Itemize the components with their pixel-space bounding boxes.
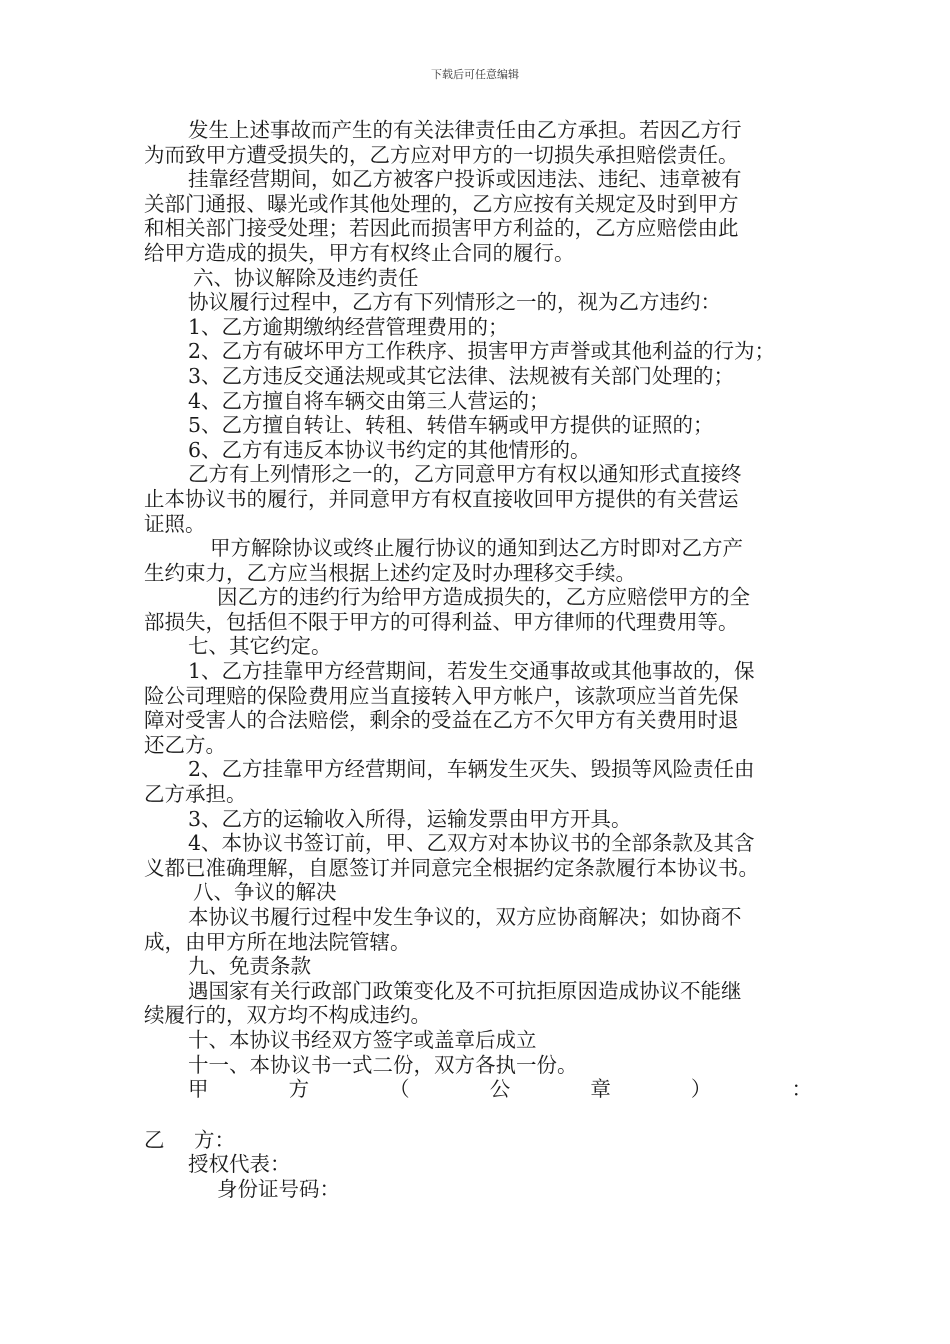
text-line: 证照。 [144, 511, 206, 536]
blank-line [144, 1102, 812, 1128]
text-line: 6、乙方有违反本协议书约定的其他情形的。 [188, 437, 591, 462]
text-line: 七、其它约定。 [188, 634, 332, 659]
text-line: 六、协议解除及违约责任 [193, 265, 419, 290]
text-line: 十、本协议书经双方签字或盖章后成立 [188, 1027, 537, 1052]
sig-char: 方 [288, 1077, 310, 1102]
text-line: 还乙方。 [144, 732, 226, 757]
document-body [144, 118, 812, 1202]
text-line: 乙方承担。 [144, 782, 247, 807]
text-line: 2、乙方有破坏甲方工作秩序、损害甲方声誉或其他利益的行为； [188, 339, 776, 364]
sig-char: ： [791, 1077, 812, 1102]
text-line: 4、乙方擅自将车辆交由第三人营运的； [188, 388, 550, 413]
text-line: 义都已准确理解，自愿签订并同意完全根据约定条款履行本协议书。 [144, 855, 759, 880]
party-a-signature-line [144, 1077, 812, 1102]
text-line: 3、乙方违反交通法规或其它法律、法规被有关部门处理的； [188, 363, 735, 388]
page-header: 下载后可任意编辑 [431, 68, 519, 81]
text-line: 为而致甲方遭受损失的，乙方应对甲方的一切损失承担赔偿责任。 [144, 142, 739, 167]
text-line: 止本协议书的履行，并同意甲方有权直接收回甲方提供的有关营运 [144, 486, 739, 511]
text-line: 发生上述事故而产生的有关法律责任由乙方承担。若因乙方行 [188, 118, 742, 142]
text-line: 因乙方的违约行为给甲方造成损失的，乙方应赔偿甲方的全 [217, 585, 750, 610]
sig-char: 公 [489, 1077, 511, 1102]
sig-char: 章 [590, 1077, 611, 1102]
text-line: 挂靠经营期间，如乙方被客户投诉或因违法、违纪、违章被有 [188, 167, 742, 192]
text-line: 遇国家有关行政部门政策变化及不可抗拒原因造成协议不能继 [188, 978, 742, 1003]
sig-char: （ [389, 1077, 410, 1102]
text-line: 3、乙方的运输收入所得，运输发票由甲方开具。 [188, 806, 632, 831]
text-line: 甲方解除协议或终止履行协议的通知到达乙方时即对乙方产 [210, 536, 743, 561]
text-line: 给甲方造成的损失，甲方有权终止合同的履行。 [144, 240, 575, 265]
text-line: 1、乙方逾期缴纳经营管理费用的； [188, 314, 509, 339]
document-text [144, 118, 812, 1077]
sig-char: ） [690, 1077, 712, 1102]
text-line: 险公司理赔的保险费用应当直接转入甲方帐户，该款项应当首先保 [144, 683, 739, 708]
sig-char: 甲 [188, 1077, 209, 1102]
text-line: 协议履行过程中，乙方有下列情形之一的，视为乙方违约： [188, 290, 721, 315]
text-line: 生约束力，乙方应当根据上述约定及时办理移交手续。 [144, 560, 636, 585]
text-line: 八、争议的解决 [193, 880, 337, 905]
text-line: 关部门通报、曝光或作其他处理的，乙方应按有关规定及时到甲方 [144, 191, 739, 216]
text-line: 十一、本协议书一式二份，双方各执一份。 [188, 1052, 578, 1077]
text-line: 九、免责条款 [188, 954, 311, 979]
party-b-signature-line [144, 1128, 812, 1153]
text-line: 4、本协议书签订前，甲、乙双方对本协议书的全部条款及其含 [188, 831, 755, 856]
text-line: 2、乙方挂靠甲方经营期间，车辆发生灭失、毁损等风险责任由 [188, 757, 755, 782]
id-number-label: 身份证号码： [217, 1176, 340, 1201]
text-line: 障对受害人的合法赔偿，剩余的受益在乙方不欠甲方有关费用时退 [144, 708, 739, 733]
authorized-representative: 授权代表： [188, 1152, 291, 1177]
party-b-label: 乙 [144, 1127, 165, 1152]
text-line: 成，由甲方所在地法院管辖。 [144, 929, 411, 954]
text-line: 部损失，包括但不限于甲方的可得利益、甲方律师的代理费用等。 [144, 609, 739, 634]
text-line: 续履行的，双方均不构成违约。 [144, 1003, 431, 1028]
text-line: 和相关部门接受处理；若因此而损害甲方利益的，乙方应赔偿由此 [144, 216, 739, 241]
text-line: 5、乙方擅自转让、转租、转借车辆或甲方提供的证照的； [188, 413, 714, 438]
text-line: 乙方有上列情形之一的，乙方同意甲方有权以通知形式直接终 [188, 462, 742, 487]
text-line: 本协议书履行过程中发生争议的，双方应协商解决；如协商不 [188, 905, 742, 929]
party-b-suffix: 方： [194, 1127, 235, 1152]
text-line: 1、乙方挂靠甲方经营期间，若发生交通事故或其他事故的，保 [188, 659, 755, 684]
